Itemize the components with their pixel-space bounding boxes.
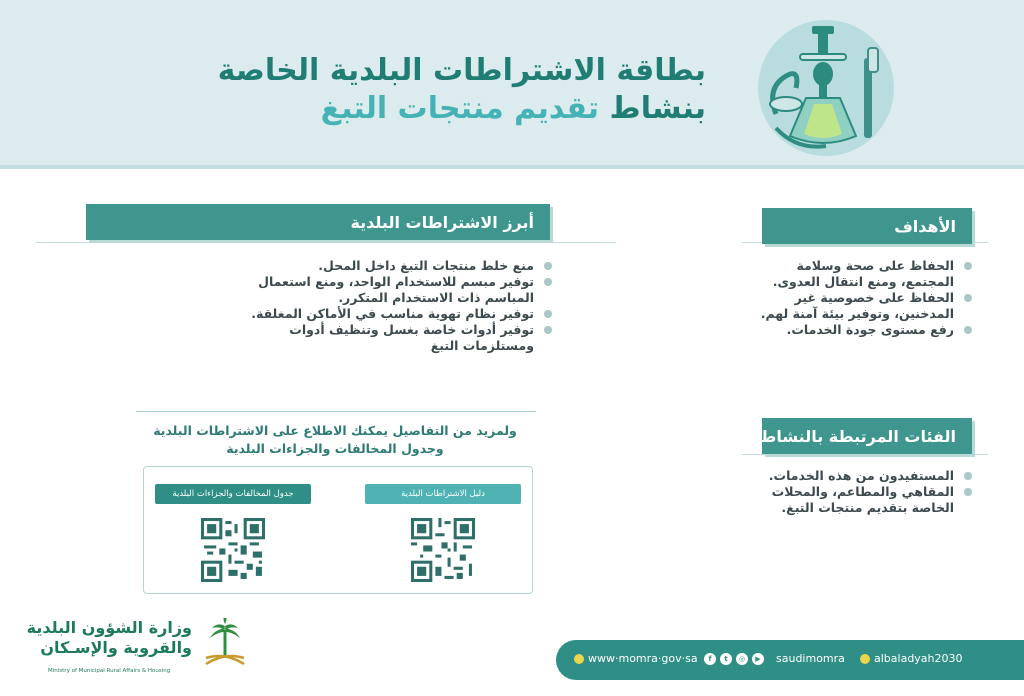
list-item: رفع مستوى جودة الخدمات.: [746, 322, 976, 338]
ministry-name-ar-line1: وزارة الشؤون البلدية: [26, 618, 192, 637]
twitter-icon[interactable]: t: [720, 653, 732, 665]
title-line-2-light: تقديم منتجات التبغ: [320, 91, 600, 126]
snapchat-icon: [860, 654, 870, 664]
page-title: [218, 52, 706, 128]
categories-list: [746, 468, 976, 516]
list-item: المستفيدون من هذه الخدمات.: [746, 468, 976, 484]
palm-swords-emblem-icon: [200, 618, 250, 678]
qr-right-label: دليل الاشتراطات البلدية: [365, 484, 521, 504]
title-line-1: بطاقة الاشتراطات البلدية الخاصة: [217, 53, 706, 88]
hookah-illustration: [756, 18, 896, 158]
youtube-icon[interactable]: ▶: [752, 653, 764, 665]
more-info-text: ولمزيد من التفاصيل يمكنك الاطلاع على الاشتراطات البلدية وجدول المخالفات والجزاءات البلدية: [153, 423, 517, 456]
list-item: توفير نظام تهوية مناسب في الأماكن المغلقة.: [236, 306, 556, 322]
footer-website[interactable]: [574, 652, 698, 665]
info-rule: [136, 411, 536, 412]
header-divider: [0, 165, 1024, 169]
title-line-2-dark: بنشاط: [609, 91, 706, 126]
qr-code-violations[interactable]: [201, 518, 265, 582]
requirements-heading: أبرز الاشتراطات البلدية: [86, 204, 550, 240]
list-item: الحفاظ على خصوصية غير المدخنين، وتوفير بيئة آمنة لهم.: [746, 290, 976, 322]
goals-list: [746, 258, 976, 338]
requirements-list: [236, 258, 556, 354]
ministry-name-ar: [27, 618, 192, 658]
ministry-name-en: Ministry of Municipal Rural Affairs & Housing: [48, 668, 171, 674]
list-item: توفير مبسم للاستخدام الواحد، ومنع استعمال المباسم ذات الاستخدام المتكرر.: [236, 274, 556, 306]
ministry-logo: [20, 612, 260, 692]
globe-icon: [574, 654, 584, 664]
title-line-2: [218, 90, 706, 128]
social-handle: saudimomra: [776, 652, 845, 665]
categories-rule: [742, 454, 988, 455]
footer-social[interactable]: [704, 652, 845, 665]
qr-code-requirements[interactable]: [411, 518, 475, 582]
goals-heading: الأهداف: [762, 208, 972, 244]
ministry-name-ar-line2: والقروية والإسـكان: [40, 638, 192, 657]
list-item: الحفاظ على صحة وسلامة المجتمع، ومنع انتقال العدوى.: [746, 258, 976, 290]
instagram-icon[interactable]: ◎: [736, 653, 748, 665]
list-item: منع خلط منتجات التبغ داخل المحل.: [236, 258, 556, 274]
snapchat-handle: albaladyah2030: [874, 652, 963, 665]
footer-snapchat[interactable]: [860, 652, 963, 665]
facebook-icon[interactable]: f: [704, 653, 716, 665]
list-item: المقاهي والمطاعم، والمحلات الخاصة بتقديم منتجات التبغ.: [746, 484, 976, 516]
requirements-rule: [36, 242, 616, 243]
qr-left-label: جدول المخالفات والجزاءات البلدية: [155, 484, 311, 504]
website-text: www·momra·gov·sa: [588, 652, 698, 665]
list-item: توفير أدوات خاصة بغسل وتنظيف أدوات ومستلزمات التبغ: [236, 322, 556, 354]
categories-heading: الفئات المرتبطة بالنشاط: [762, 418, 972, 454]
